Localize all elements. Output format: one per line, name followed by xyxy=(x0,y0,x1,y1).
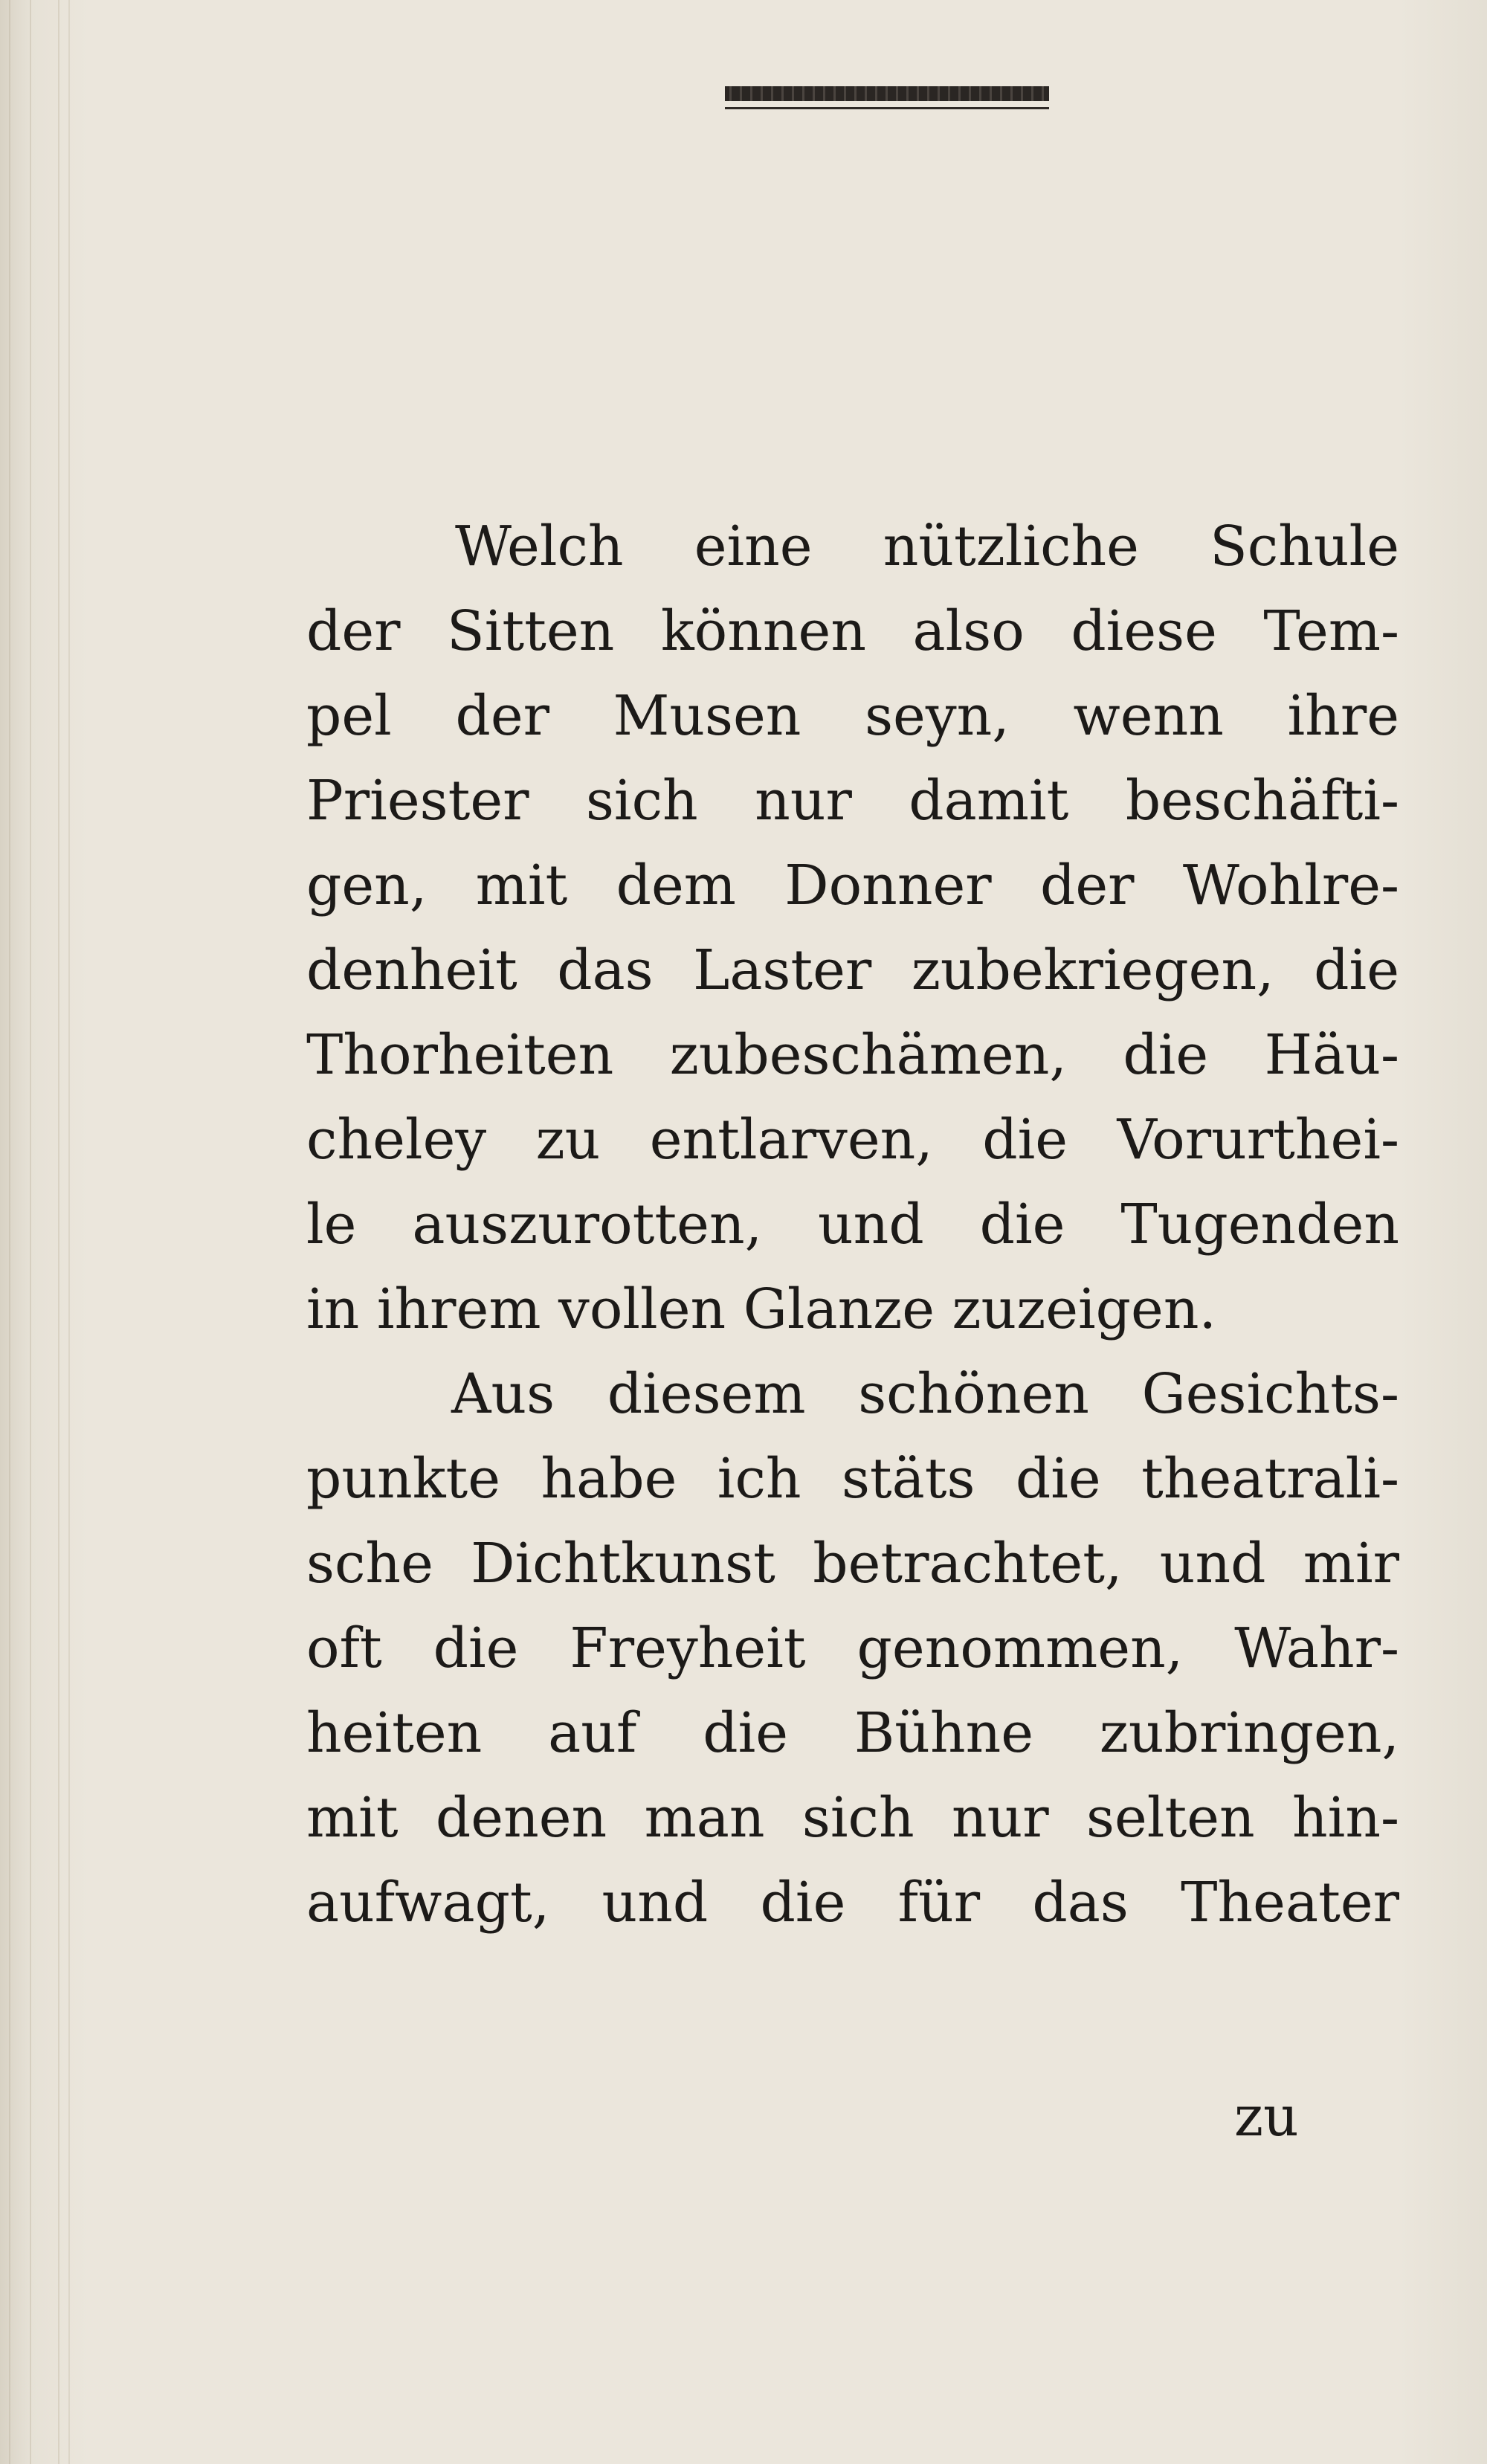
binding-edge-line xyxy=(9,0,10,2464)
ornament-bar xyxy=(725,86,1049,101)
body-text xyxy=(306,504,1399,1945)
text-line: Priester sich nur damit beschäfti- xyxy=(306,769,1399,833)
header-ornament-rule xyxy=(725,86,1049,109)
text-line: cheley zu entlarven, die Vorurthei- xyxy=(306,1108,1399,1172)
binding-edge-line xyxy=(58,0,59,2464)
text-line: Aus diesem schönen Gesichts- xyxy=(451,1362,1399,1426)
text-line: heiten auf die Bühne zubringen, xyxy=(306,1701,1399,1765)
text-line: Thorheiten zubeschämen, die Häu- xyxy=(306,1023,1399,1087)
text-line: aufwagt, und die für das Theater xyxy=(306,1871,1399,1935)
text-line: mit denen man sich nur selten hin- xyxy=(306,1786,1399,1850)
text-line: Welch eine nützliche Schule xyxy=(455,515,1399,578)
text-line: oft die Freyheit genommen, Wahr- xyxy=(306,1616,1399,1680)
binding-edge-line xyxy=(30,0,31,2464)
text-line: in ihrem vollen Glanze zuzeigen. xyxy=(306,1277,1216,1341)
text-line: punkte habe ich stäts die theatrali- xyxy=(306,1447,1399,1511)
text-line: sche Dichtkunst betrachtet, und mir xyxy=(306,1532,1399,1596)
text-line: der Sitten können also diese Tem- xyxy=(306,599,1399,663)
ornament-thin-rule xyxy=(725,107,1049,109)
text-line: le auszurotten, und die Tugenden xyxy=(306,1193,1399,1257)
text-line: denheit das Laster zubekriegen, die xyxy=(306,938,1399,1002)
text-line: pel der Musen seyn, wenn ihre xyxy=(306,684,1399,748)
catchword: zu xyxy=(1234,2085,1299,2149)
text-line: gen, mit dem Donner der Wohlre- xyxy=(306,854,1399,917)
binding-edge-line xyxy=(68,0,70,2464)
